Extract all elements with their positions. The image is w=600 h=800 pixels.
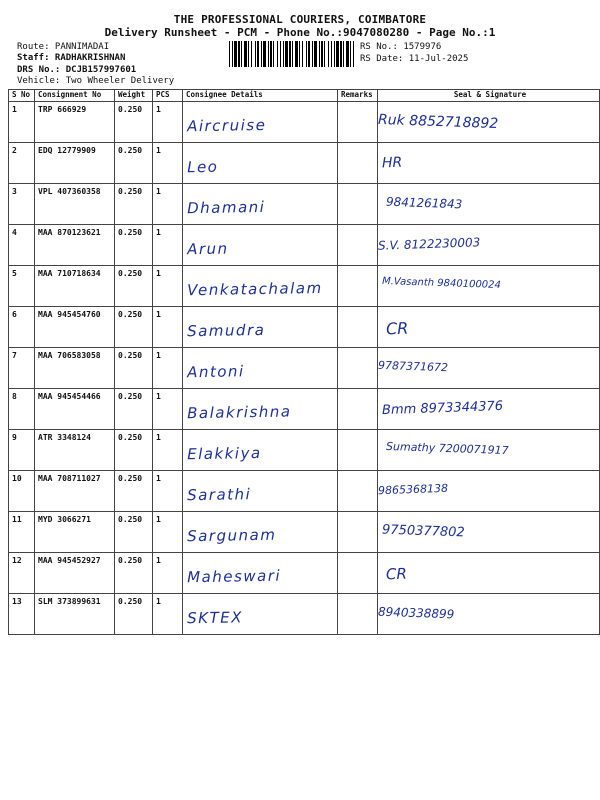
consignment-cell	[35, 225, 115, 266]
consignment-cell-text: MYD 3066271	[38, 515, 91, 524]
remarks-cell	[338, 348, 378, 389]
barcode-bar	[270, 41, 272, 67]
pcs-cell	[153, 225, 183, 266]
seal-cell	[378, 225, 600, 266]
weight-cell-text: 0.250	[118, 351, 143, 360]
staff-label: Staff: RADHAKRISHNAN	[17, 53, 126, 63]
col-seal: Seal & Signature	[378, 90, 600, 102]
seal-cell	[378, 594, 600, 635]
consignee-cell	[183, 307, 338, 348]
company-title: THE PROFESSIONAL COURIERS, COIMBATORE	[173, 13, 427, 26]
consignee-cell-text: Elakkiya	[186, 443, 262, 464]
sno-cell	[9, 307, 35, 348]
pcs-cell-text: 1	[156, 556, 161, 565]
pcs-cell-text: 1	[156, 269, 161, 278]
remarks-cell	[338, 553, 378, 594]
sno-cell	[9, 143, 35, 184]
pcs-cell-text: 1	[156, 105, 161, 114]
seal-cell	[378, 389, 600, 430]
barcode-bar	[314, 41, 317, 67]
consignee-cell-text: Maheswari	[186, 566, 282, 587]
consignment-cell-text: MAA 870123621	[38, 228, 101, 237]
pcs-cell	[153, 184, 183, 225]
weight-cell	[115, 184, 153, 225]
runsheet-table	[8, 89, 600, 635]
weight-cell	[115, 430, 153, 471]
table-row	[9, 266, 600, 307]
consignment-cell	[35, 471, 115, 512]
pcs-cell	[153, 389, 183, 430]
remarks-cell	[338, 184, 378, 225]
weight-cell	[115, 143, 153, 184]
weight-cell-text: 0.250	[118, 269, 143, 278]
barcode-bar	[319, 41, 320, 67]
sno-cell-text: 12	[12, 556, 22, 565]
consignment-cell-text: VPL 407360358	[38, 187, 101, 196]
pcs-cell-text: 1	[156, 433, 161, 442]
sno-cell-text: 10	[12, 474, 22, 483]
handwritten-signature: 8940338899	[377, 604, 455, 622]
rs-number: RS No.: 1579976	[360, 42, 442, 52]
sno-cell	[9, 389, 35, 430]
consignee-cell	[183, 102, 338, 143]
pcs-cell	[153, 307, 183, 348]
sno-cell	[9, 184, 35, 225]
remarks-cell	[338, 389, 378, 430]
consignee-cell-text: Leo	[186, 157, 219, 177]
consignment-cell	[35, 430, 115, 471]
handwritten-signature: M.Vasanth 9840100024	[381, 275, 502, 292]
remarks-cell	[338, 430, 378, 471]
consignee-cell-text: Antoni	[186, 362, 245, 382]
handwritten-signature: Ruk 8852718892	[377, 111, 499, 133]
barcode-bar	[255, 41, 256, 67]
consignment-cell-text: MAA 945452927	[38, 556, 101, 565]
barcode-bar	[263, 41, 266, 67]
remarks-cell	[338, 471, 378, 512]
consignment-cell	[35, 266, 115, 307]
barcode-bar	[328, 41, 329, 67]
consignment-cell-text: MAA 945454760	[38, 310, 101, 319]
barcode-bar	[295, 41, 298, 67]
weight-cell-text: 0.250	[118, 433, 143, 442]
weight-cell-text: 0.250	[118, 474, 143, 483]
vehicle-label: Vehicle: Two Wheeler Delivery	[17, 76, 175, 86]
barcode-bar	[244, 41, 247, 67]
sno-cell-text: 3	[12, 187, 17, 196]
table-row	[9, 102, 600, 143]
barcode-bar	[273, 41, 274, 67]
weight-cell-text: 0.250	[118, 187, 143, 196]
handwritten-signature: HR	[381, 154, 403, 172]
col-pcs: PCS	[153, 90, 183, 102]
seal-cell	[378, 307, 600, 348]
consignment-cell	[35, 102, 115, 143]
barcode-bar	[324, 41, 325, 67]
remarks-cell	[338, 307, 378, 348]
barcode-bar	[350, 41, 351, 67]
consignee-cell-text: Sargunam	[186, 525, 277, 546]
col-weight: Weight	[115, 90, 153, 102]
pcs-cell-text: 1	[156, 310, 161, 319]
barcode-bar	[232, 41, 233, 67]
barcode-bar	[234, 41, 237, 67]
seal-cell	[378, 348, 600, 389]
consignee-cell-text: Balakrishna	[186, 402, 292, 423]
barcode-bar	[277, 41, 278, 67]
weight-cell	[115, 512, 153, 553]
barcode-bar	[331, 41, 332, 67]
pcs-cell-text: 1	[156, 597, 161, 606]
seal-cell	[378, 102, 600, 143]
sno-cell-text: 1	[12, 105, 17, 114]
handwritten-signature: Sumathy 7200071917	[385, 439, 509, 458]
consignment-cell	[35, 594, 115, 635]
seal-cell	[378, 266, 600, 307]
remarks-cell	[338, 225, 378, 266]
table-row	[9, 225, 600, 266]
consignee-cell	[183, 594, 338, 635]
consignee-cell	[183, 348, 338, 389]
pcs-cell	[153, 348, 183, 389]
seal-cell	[378, 471, 600, 512]
seal-cell	[378, 143, 600, 184]
barcode-bar	[302, 41, 303, 67]
sno-cell-text: 11	[12, 515, 22, 524]
pcs-cell-text: 1	[156, 187, 161, 196]
barcode-bar	[251, 41, 252, 67]
barcode-bar	[336, 41, 339, 67]
barcode-bar	[283, 41, 284, 67]
pcs-cell-text: 1	[156, 228, 161, 237]
pcs-cell	[153, 430, 183, 471]
weight-cell	[115, 471, 153, 512]
sno-cell	[9, 430, 35, 471]
weight-cell	[115, 348, 153, 389]
barcode-bar	[312, 41, 313, 67]
pcs-cell-text: 1	[156, 474, 161, 483]
weight-cell-text: 0.250	[118, 105, 143, 114]
barcode-bar	[340, 41, 342, 67]
sno-cell	[9, 102, 35, 143]
barcode-bar	[238, 41, 240, 67]
col-consignee: Consignee Details	[183, 90, 338, 102]
seal-cell	[378, 553, 600, 594]
sno-cell	[9, 553, 35, 594]
barcode-bar	[241, 41, 242, 67]
remarks-cell	[338, 143, 378, 184]
handwritten-signature: CR	[385, 318, 409, 339]
consignee-cell	[183, 225, 338, 266]
consignment-cell-text: MAA 708711027	[38, 474, 101, 483]
barcode-bar	[343, 41, 344, 67]
seal-cell	[378, 430, 600, 471]
pcs-cell	[153, 143, 183, 184]
table-row	[9, 430, 600, 471]
sno-cell-text: 9	[12, 433, 17, 442]
consignment-cell-text: MAA 706583058	[38, 351, 101, 360]
consignment-cell-text: MAA 710718634	[38, 269, 101, 278]
weight-cell-text: 0.250	[118, 556, 143, 565]
consignee-cell	[183, 143, 338, 184]
table-row	[9, 307, 600, 348]
sno-cell	[9, 594, 35, 635]
barcode-bar	[321, 41, 323, 67]
sno-cell-text: 7	[12, 351, 17, 360]
handwritten-signature: 9750377802	[381, 522, 465, 541]
seal-cell	[378, 184, 600, 225]
sno-cell-text: 8	[12, 392, 17, 401]
drs-number: DRS No.: DCJB157997601	[17, 65, 137, 75]
weight-cell-text: 0.250	[118, 228, 143, 237]
weight-cell	[115, 553, 153, 594]
barcode-bar	[229, 41, 230, 67]
barcode-bar	[261, 41, 262, 67]
consignment-cell	[35, 348, 115, 389]
consignment-cell	[35, 553, 115, 594]
pcs-cell	[153, 594, 183, 635]
remarks-cell	[338, 266, 378, 307]
consignment-cell-text: ATR 3348124	[38, 433, 91, 442]
consignment-cell	[35, 143, 115, 184]
barcode-bar	[308, 41, 310, 67]
consignment-cell	[35, 512, 115, 553]
barcode-icon	[229, 41, 354, 67]
col-remarks: Remarks	[338, 90, 378, 102]
remarks-cell	[338, 102, 378, 143]
table-row	[9, 143, 600, 184]
weight-cell	[115, 225, 153, 266]
table-row	[9, 471, 600, 512]
remarks-cell	[338, 594, 378, 635]
consignee-cell	[183, 471, 338, 512]
table-row	[9, 553, 600, 594]
sno-cell-text: 6	[12, 310, 17, 319]
consignment-cell-text: TRP 666929	[38, 105, 87, 114]
handwritten-signature: CR	[385, 564, 408, 584]
consignee-cell	[183, 266, 338, 307]
weight-cell-text: 0.250	[118, 515, 143, 524]
rs-date: RS Date: 11-Jul-2025	[360, 54, 469, 64]
consignee-cell-text: SKTEX	[186, 608, 244, 628]
barcode-bar	[299, 41, 300, 67]
table-row	[9, 184, 600, 225]
sno-cell	[9, 471, 35, 512]
consignment-cell-text: MAA 945454466	[38, 392, 101, 401]
weight-cell	[115, 389, 153, 430]
weight-cell	[115, 307, 153, 348]
sno-cell	[9, 225, 35, 266]
remarks-cell	[338, 512, 378, 553]
sno-cell-text: 5	[12, 269, 17, 278]
pcs-cell	[153, 266, 183, 307]
barcode-bar	[292, 41, 293, 67]
consignment-cell	[35, 307, 115, 348]
seal-cell	[378, 512, 600, 553]
barcode-bar	[257, 41, 259, 67]
col-sno: S No	[9, 90, 35, 102]
weight-cell-text: 0.250	[118, 146, 143, 155]
consignee-cell-text: Venkatachalam	[186, 278, 323, 300]
consignment-cell-text: SLM 373899631	[38, 597, 101, 606]
pcs-cell-text: 1	[156, 146, 161, 155]
consignee-cell-text: Sarathi	[186, 485, 252, 505]
pcs-cell	[153, 512, 183, 553]
table-header-row	[9, 90, 600, 102]
sno-cell	[9, 266, 35, 307]
consignee-cell	[183, 430, 338, 471]
weight-cell	[115, 102, 153, 143]
handwritten-signature: 9865368138	[377, 481, 449, 498]
barcode-bar	[248, 41, 249, 67]
sno-cell	[9, 512, 35, 553]
handwritten-signature: S.V. 8122230003	[377, 235, 481, 253]
consignee-cell	[183, 389, 338, 430]
sno-cell-text: 4	[12, 228, 17, 237]
pcs-cell	[153, 553, 183, 594]
consignment-cell-text: EDQ 12779909	[38, 146, 96, 155]
consignee-cell-text: Dhamani	[186, 197, 266, 218]
weight-cell-text: 0.250	[118, 597, 143, 606]
consignee-cell-text: Aircruise	[186, 115, 267, 136]
col-consignment: Consignment No	[35, 90, 115, 102]
handwritten-signature: 9787371672	[377, 358, 449, 375]
consignee-cell	[183, 553, 338, 594]
weight-cell	[115, 594, 153, 635]
barcode-bar	[353, 41, 354, 67]
barcode-bar	[289, 41, 291, 67]
consignee-cell-text: Samudra	[186, 320, 266, 341]
pcs-cell	[153, 471, 183, 512]
pcs-cell-text: 1	[156, 515, 161, 524]
consignee-cell	[183, 512, 338, 553]
table-row	[9, 512, 600, 553]
barcode-bar	[285, 41, 288, 67]
consignment-cell	[35, 389, 115, 430]
route-label: Route: PANNIMADAI	[17, 42, 110, 52]
table-row	[9, 389, 600, 430]
barcode-bar	[268, 41, 269, 67]
handwritten-signature: Bmm 8973344376	[381, 398, 504, 419]
sno-cell	[9, 348, 35, 389]
sno-cell-text: 13	[12, 597, 22, 606]
barcode-bar	[334, 41, 335, 67]
runsheet-title: Delivery Runsheet - PCM - Phone No.:9047080280 - Page No.:1	[104, 26, 496, 39]
consignment-cell	[35, 184, 115, 225]
pcs-cell-text: 1	[156, 351, 161, 360]
sno-cell-text: 2	[12, 146, 17, 155]
table-row	[9, 348, 600, 389]
handwritten-signature: 9841261843	[385, 194, 463, 212]
weight-cell-text: 0.250	[118, 392, 143, 401]
consignee-cell	[183, 184, 338, 225]
weight-cell	[115, 266, 153, 307]
pcs-cell-text: 1	[156, 392, 161, 401]
barcode-bar	[306, 41, 307, 67]
weight-cell-text: 0.250	[118, 310, 143, 319]
table-row	[9, 594, 600, 635]
pcs-cell	[153, 102, 183, 143]
barcode-bar	[280, 41, 281, 67]
consignee-cell-text: Arun	[186, 239, 229, 259]
barcode-bar	[346, 41, 349, 67]
